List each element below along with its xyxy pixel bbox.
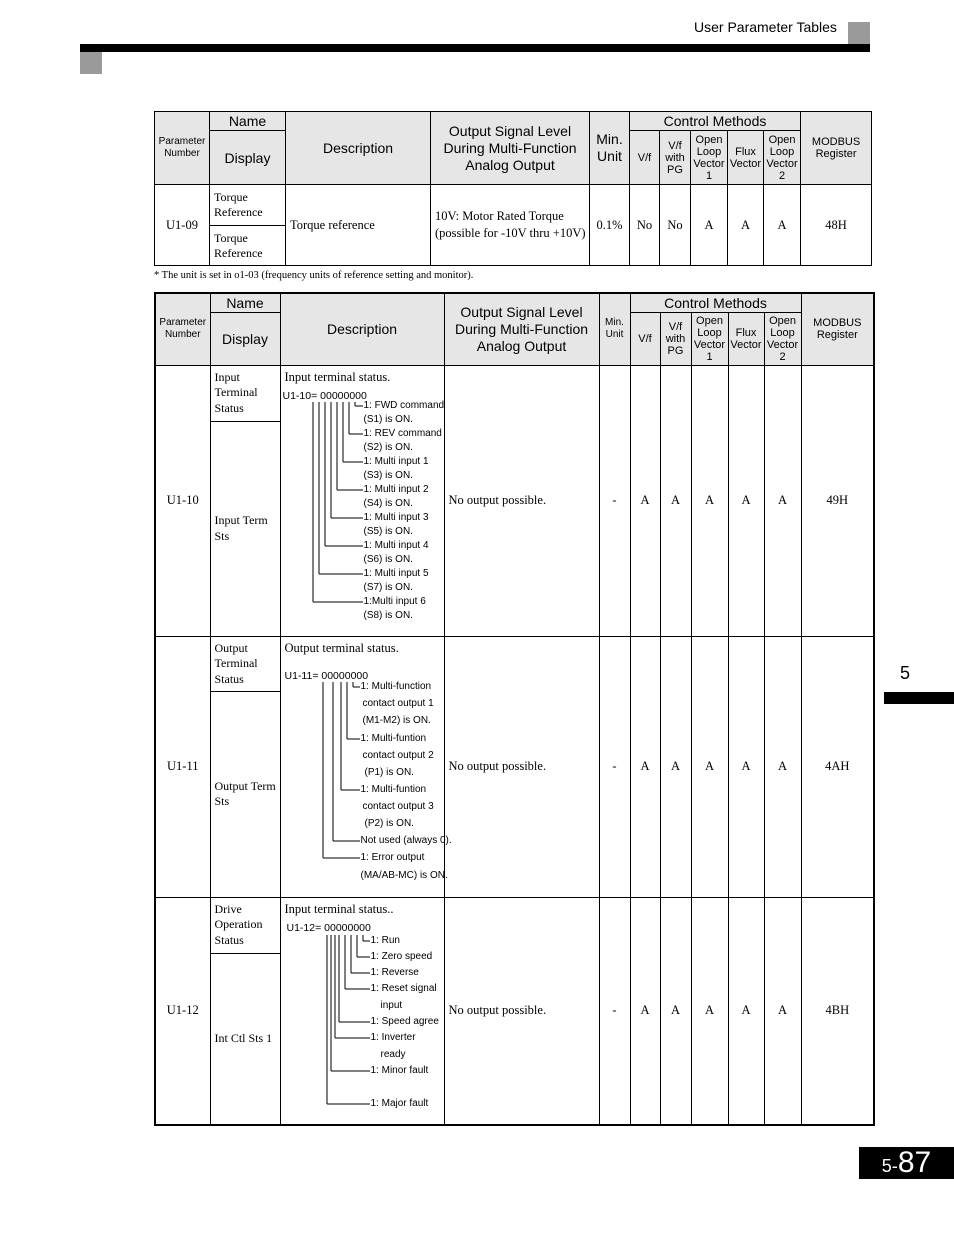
bit-label: Not used (always 0). [360, 834, 452, 846]
bit-label: 1: Multi-funtion [360, 732, 427, 744]
parameter-table-u1-10-12 [154, 292, 875, 1126]
flux-vector-header: Flux Vector [728, 131, 764, 185]
bit-label: 1: Multi-function [360, 680, 432, 692]
min-unit: 0.1% [590, 185, 630, 266]
cm-flux-vector: A [728, 185, 764, 266]
min-unit-header: Min. Unit [590, 112, 630, 185]
param-display: Int Ctl Sts 1 [210, 953, 280, 1124]
output-signal-level: No output possible. [444, 636, 599, 897]
bit-label: 1: Reset signal [370, 982, 437, 994]
cm-olv1: A [691, 897, 728, 1125]
min-unit: - [599, 897, 630, 1125]
bit-label: (P1) is ON. [364, 766, 414, 778]
param-description: Input terminal status. [284, 369, 391, 384]
bit-label: 1: Error output [360, 851, 425, 863]
vf-header: V/f [630, 312, 660, 365]
modbus-register: 4BH [801, 897, 874, 1125]
bit-diagram-u1-10 [280, 365, 444, 636]
bit-label: 1: Inverter [370, 1031, 416, 1043]
param-number: U1-09 [155, 185, 210, 266]
parameter-table-u1-09 [154, 111, 872, 266]
bit-diagram-u1-11 [280, 636, 452, 897]
min-unit: - [599, 365, 630, 636]
cm-olv2: A [764, 365, 801, 636]
param-name: Output Terminal Status [210, 636, 280, 691]
output-signal-header: Output Signal Level During Multi-Function Analog Output [444, 293, 599, 365]
description-header: Description [286, 112, 431, 185]
bit-label: (S6) is ON. [363, 553, 413, 565]
cm-olv2: A [764, 897, 801, 1125]
param-number-header: Parameter Number [155, 112, 210, 185]
bit-label: 1: Multi input 2 [363, 483, 429, 495]
name-header: Name [210, 112, 286, 131]
bit-code: U1-11= 00000000 [284, 669, 369, 682]
vf-pg-header: V/f with PG [660, 131, 691, 185]
cm-vf-pg: A [660, 365, 691, 636]
output-signal-header: Output Signal Level During Multi-Function Analog Output [431, 112, 590, 185]
cm-vf: No [630, 185, 660, 266]
param-number: U1-12 [155, 897, 210, 1125]
cm-vf: A [630, 365, 660, 636]
control-methods-header: Control Methods [630, 293, 801, 312]
bit-diagram-u1-12 [280, 897, 444, 1125]
bit-label: (S3) is ON. [363, 469, 413, 481]
cm-vf-pg: No [660, 185, 691, 266]
bit-label: 1: Multi input 1 [363, 455, 429, 467]
cm-vf-pg: A [660, 897, 691, 1125]
param-number-header: Parameter Number [155, 293, 210, 365]
param-display: Torque Reference [210, 226, 286, 266]
modbus-register: 4AH [801, 636, 874, 897]
display-header: Display [210, 131, 286, 185]
param-number: U1-11 [155, 636, 210, 897]
modbus-register: 49H [801, 365, 874, 636]
bit-code: U1-10= 00000000 [282, 389, 367, 402]
output-signal-level: 10V: Motor Rated Torque (possible for -10V thru +10V) [431, 185, 590, 266]
vf-header: V/f [630, 131, 660, 185]
cm-vf: A [630, 897, 660, 1125]
param-name: Torque Reference [210, 185, 286, 226]
name-header: Name [210, 293, 280, 312]
bit-label: 1: Multi input 3 [363, 511, 429, 523]
output-signal-level: No output possible. [444, 897, 599, 1125]
cm-olv2: A [764, 636, 801, 897]
cm-olv1: A [691, 636, 728, 897]
olv1-header: Open Loop Vector 1 [691, 312, 728, 365]
cm-vf: A [630, 636, 660, 897]
bit-label: 1: FWD command [363, 399, 445, 411]
bit-label: contact output 2 [362, 749, 434, 761]
bit-label: 1: Reverse [370, 966, 419, 978]
cm-flux-vector: A [728, 365, 764, 636]
bit-label: contact output 3 [362, 800, 434, 812]
bit-label: 1: Speed agree [370, 1015, 439, 1027]
bit-label: ready [380, 1048, 406, 1060]
chapter-tab-number: 5 [900, 663, 911, 683]
modbus-register: 48H [801, 185, 872, 266]
min-unit: - [599, 636, 630, 897]
bit-label: (MA/AB-MC) is ON. [360, 869, 448, 881]
page-number-prefix: 5- [881, 1156, 898, 1176]
bit-label: 1:Multi input 6 [363, 595, 426, 607]
output-signal-level: No output possible. [444, 365, 599, 636]
vf-pg-header: V/f with PG [660, 312, 691, 365]
display-header: Display [210, 312, 280, 365]
param-description: Torque reference [286, 185, 431, 266]
bit-label: 1: Major fault [370, 1097, 429, 1109]
bit-leader-lines [281, 898, 445, 1124]
control-methods-header: Control Methods [630, 112, 801, 131]
description-header: Description [280, 293, 444, 365]
modbus-header: MODBUS Register [801, 293, 874, 365]
param-display: Output Term Sts [210, 691, 280, 897]
modbus-header: MODBUS Register [801, 112, 872, 185]
header-tab-marker [848, 22, 870, 44]
cm-flux-vector: A [728, 636, 764, 897]
param-description: Output terminal status. [284, 640, 399, 655]
param-name: Input Terminal Status [210, 365, 280, 421]
header-corner-marker [80, 52, 102, 74]
bit-label: (S1) is ON. [363, 413, 413, 425]
chapter-tab-bar [884, 692, 954, 704]
cm-olv1: A [691, 185, 728, 266]
bit-label: 1: REV command [363, 427, 442, 439]
bit-label: (S5) is ON. [363, 525, 413, 537]
bit-label: (M1-M2) is ON. [362, 714, 431, 726]
bit-label: 1: Zero speed [370, 950, 433, 962]
olv2-header: Open Loop Vector 2 [764, 131, 801, 185]
page-number-box [859, 1147, 954, 1179]
bit-label: input [380, 999, 403, 1011]
bit-label: (S8) is ON. [363, 609, 413, 621]
bit-label: 1: Multi-funtion [360, 783, 427, 795]
bit-label: (S4) is ON. [363, 497, 413, 509]
bit-label: 1: Multi input 5 [363, 567, 429, 579]
olv1-header: Open Loop Vector 1 [691, 131, 728, 185]
page-number: 87 [897, 1146, 932, 1179]
page-header-title: User Parameter Tables [694, 19, 837, 35]
bit-label: (S7) is ON. [363, 581, 413, 593]
param-display: Input Term Sts [210, 421, 280, 636]
min-unit-header: Min. Unit [599, 293, 630, 365]
param-description: Input terminal status.. [284, 901, 394, 916]
cm-olv2: A [764, 185, 801, 266]
bit-label: contact output 1 [362, 697, 434, 709]
header-rule [80, 44, 870, 52]
bit-label: (S2) is ON. [363, 441, 413, 453]
cm-vf-pg: A [660, 636, 691, 897]
flux-vector-header: Flux Vector [728, 312, 764, 365]
cm-olv1: A [691, 365, 728, 636]
olv2-header: Open Loop Vector 2 [764, 312, 801, 365]
cm-flux-vector: A [728, 897, 764, 1125]
footnote: * The unit is set in o1-03 (frequency units of reference setting and monitor). [154, 270, 474, 281]
bit-code: U1-12= 00000000 [286, 921, 371, 934]
bit-label: 1: Run [370, 934, 400, 946]
param-number: U1-10 [155, 365, 210, 636]
param-name: Drive Operation Status [210, 897, 280, 953]
bit-label: 1: Multi input 4 [363, 539, 429, 551]
bit-label: (P2) is ON. [364, 817, 414, 829]
bit-label: 1: Minor fault [370, 1064, 429, 1076]
